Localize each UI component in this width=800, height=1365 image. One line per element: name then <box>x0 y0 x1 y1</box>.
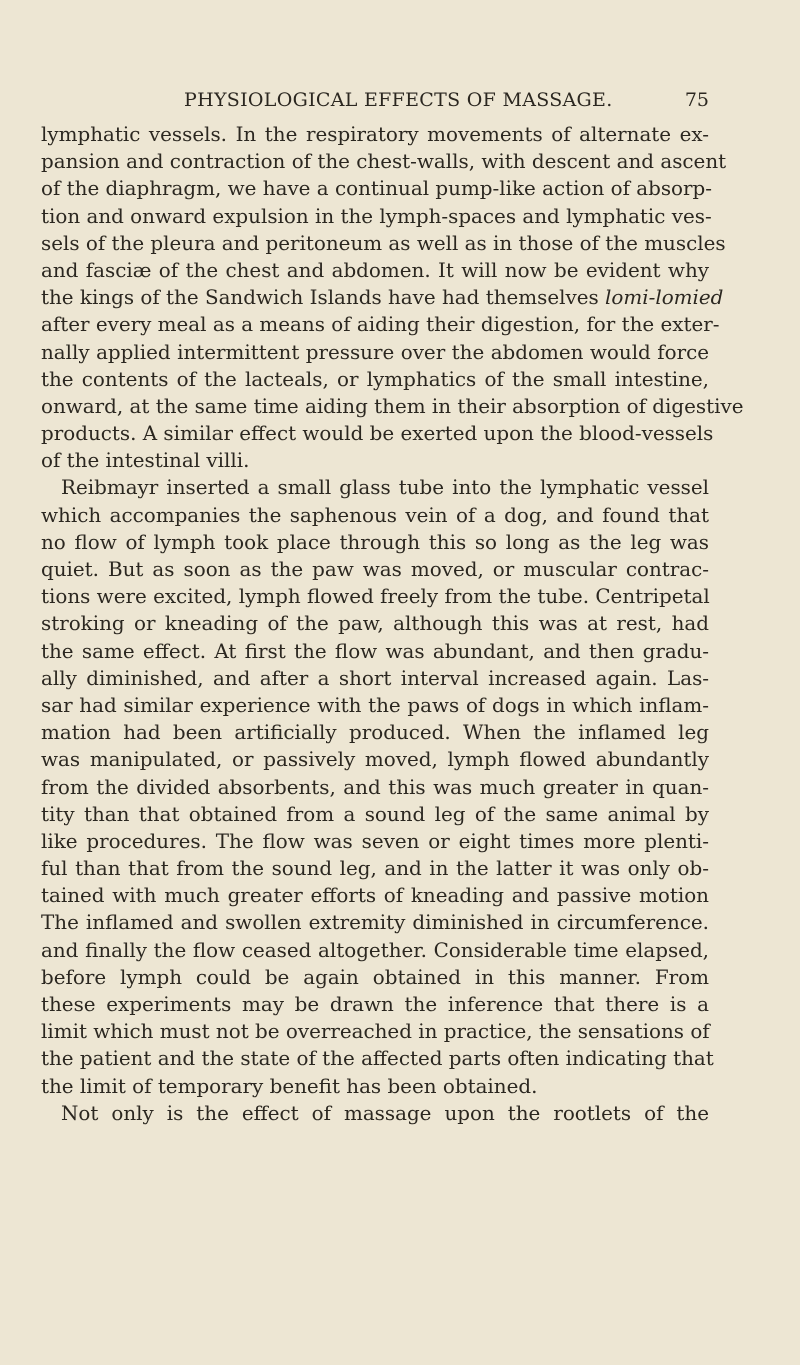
text-line: sels of the pleura and peritoneum as well as in those of the muscles <box>41 231 726 255</box>
text-line: after every meal as a means of aiding their digestion, for the exter- <box>41 313 720 337</box>
text-line: of the diaphragm, we have a continual pump-like action of absorp- <box>41 177 712 201</box>
text-line: before lymph could be again obtained in this manner. From <box>41 965 709 989</box>
text-span: the kings of the Sandwich Islands have had themselves <box>41 286 599 310</box>
text-line: The inflamed and swollen extremity diminished in circumference. <box>41 911 709 935</box>
text-line: and fasciæ of the chest and abdomen. It will now be evident why <box>41 258 709 282</box>
running-head <box>41 86 709 114</box>
text-line: onward, at the same time aiding them in their absorption of digestive <box>41 394 744 418</box>
text-line: Not only is the effect of massage upon the rootlets of the <box>61 1101 709 1125</box>
text-line: the same effect. At first the flow was abundant, and then gradu- <box>41 639 709 663</box>
text-line: ful than that from the sound leg, and in the latter it was only ob- <box>41 857 709 881</box>
text-line: of the intestinal villi. <box>41 449 250 473</box>
text-line: limit which must not be overreached in practice, the sensations of <box>41 1020 710 1044</box>
text-line: stroking or kneading of the paw, although this was at rest, had <box>41 612 709 636</box>
text-line: products. A similar effect would be exerted upon the blood-vessels <box>41 422 714 446</box>
text-line: like procedures. The flow was seven or eight times more plenti- <box>41 829 709 853</box>
text-line: no flow of lymph took place through this so long as the leg was <box>41 530 709 554</box>
text-line: mation had been artificially produced. When the inflamed leg <box>41 721 709 745</box>
text-line: tions were excited, lymph flowed freely from the tube. Centripetal <box>41 585 710 609</box>
text-line: the patient and the state of the affected parts often indicating that <box>41 1047 714 1071</box>
text-line: tained with much greater efforts of kneading and passive motion <box>41 884 709 908</box>
text-line <box>41 284 724 311</box>
text-line: which accompanies the saphenous vein of a dog, and found that <box>41 503 709 527</box>
text-line: and finally the flow ceased altogether. Considerable time elapsed, <box>41 938 709 962</box>
text-line: was manipulated, or passively moved, lymph flowed abundantly <box>41 748 709 772</box>
text-line: Reibmayr inserted a small glass tube into the lymphatic vessel <box>61 476 709 500</box>
text-line: ally diminished, and after a short interval increased again. Las- <box>41 666 709 690</box>
text-line: the contents of the lacteals, or lymphatics of the small intestine, <box>41 367 709 391</box>
page-number: 75 <box>684 89 709 111</box>
text-line: sar had similar experience with the paws of dogs in which inflam- <box>41 693 709 717</box>
text-line: pansion and contraction of the chest-walls, with descent and ascent <box>41 150 727 174</box>
text-line: tity than that obtained from a sound leg of the same animal by <box>41 802 709 826</box>
text-line: quiet. But as soon as the paw was moved, or muscular contrac- <box>41 558 709 581</box>
text-line: lymphatic vessels. In the respiratory movements of alternate ex- <box>41 123 709 146</box>
text-line: the limit of temporary benefit has been obtained. <box>41 1074 538 1098</box>
text-line: from the divided absorbents, and this was much greater in quan- <box>41 775 709 799</box>
text-line: these experiments may be drawn the inference that there is a <box>41 993 709 1016</box>
italic-term: lomi-lomied <box>605 286 724 310</box>
text-line: nally applied intermittent pressure over the abdomen would force <box>41 340 709 364</box>
text-line: tion and onward expulsion in the lymph-spaces and lymphatic ves- <box>41 204 712 228</box>
body-text <box>41 121 744 1127</box>
running-title: PHYSIOLOGICAL EFFECTS OF MASSAGE. <box>184 89 613 111</box>
